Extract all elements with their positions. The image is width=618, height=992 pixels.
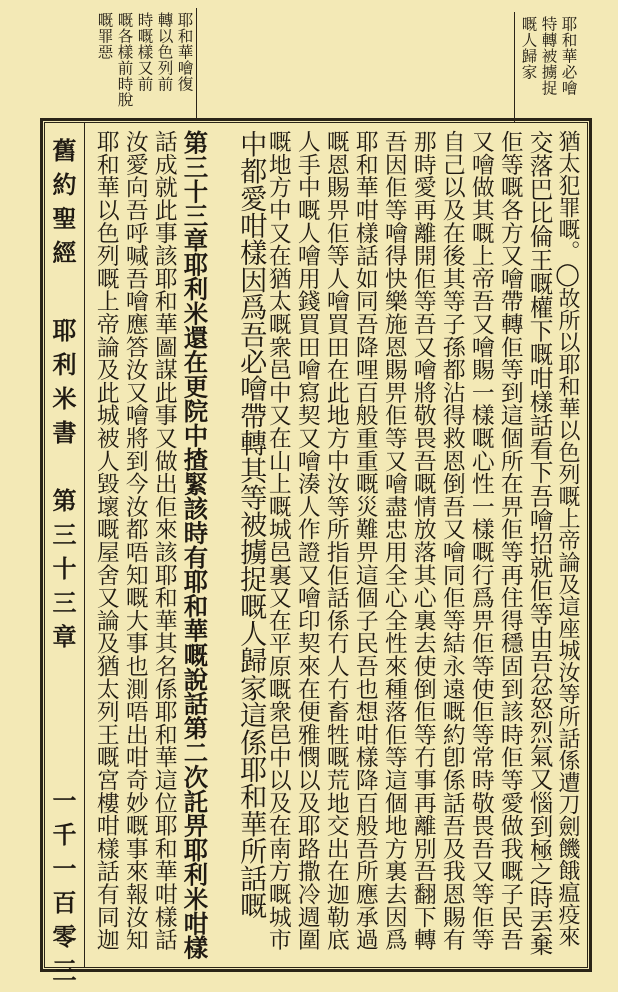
headnote-right-rule [514, 12, 515, 122]
text-column-11: 嘅地方中又在猶太嘅衆邑中又在山上嘅城邑裏又在平原嘅衆邑中以及在南方嘅城市 [264, 130, 291, 951]
text-column-13-chapter-start: 第三十三章耶利米還在更院中揸緊該時有耶和華嘅說話第二次託畀耶利米咁樣 [179, 130, 209, 960]
text-column-16: 耶和華以色列嘅上帝論及此城被人毀壞嘅屋舍又論及猶太列王嘅宮樓咁樣話有同迦 [92, 130, 119, 951]
text-column-3: 佢等嘅各方又噲帶轉佢等到這個所在畀佢等再住得穩固到該時佢等愛做我嘅子民吾 [496, 130, 523, 951]
text-column-10: 人手中嘅人噲用錢買田噲寫契又噲湊人作證又噲印契來在便雅憫以及耶路撒冷週圍 [293, 130, 320, 951]
text-column-4: 又噲做其嘅上帝吾又噲賜一樣嘅心性一樣嘅行爲畀佢等使佢等常時敬畏吾又等佢等 [467, 130, 494, 951]
text-column-8: 耶和華咁樣話如同吾降哩百般重重嘅災難畀這個子民吾也想咁樣降百般吾所應承過 [351, 130, 378, 951]
header-divider [84, 122, 85, 968]
text-column-12: 中都愛咁樣因爲吾必噲帶轉其等被擄捉嘅人歸家這係耶和華所話嘅 [235, 130, 267, 919]
headnote-mid-col3: 時嘅樣又前 [135, 12, 154, 92]
headnote-mid-col5: 嘅罪惡 [95, 12, 114, 60]
text-column-5: 自己以及在後其等子孫都沾得救恩倒吾又噲同佢等結永遠嘅約卽係話吾及我恩賜有 [438, 130, 465, 951]
chapter-label: 第三十三章 [48, 488, 77, 658]
text-column-9: 嘅恩賜畀佢等人噲買田在此地方中汝等所指佢話係冇人冇畜牲嘅荒地交出在迦勒底 [322, 130, 349, 951]
headnote-right-col1: 耶和華必噲 [559, 16, 578, 96]
headnote-right-col2: 特轉被擄捉 [539, 16, 558, 96]
text-column-14: 話成就此事該耶和華圖謀此事又做出佢來該耶和華其名係耶和華這位耶和華咁樣話 [150, 130, 177, 951]
text-column-6: 那時愛再離開佢等吾又噲將敬畏吾嘅情放落其心裏去使倒佢等冇事再離別吾翻下轉 [409, 130, 436, 951]
headnote-right-col3: 嘅人歸家 [519, 16, 538, 80]
text-column-15: 汝愛向吾呼喊吾噲應答汝又噲將到今汝都唔知嘅大事也測唔出咁奇妙嘅事來報汝知 [121, 130, 148, 951]
text-column-1: 猶太犯罪嘅。◯故所以耶和華以色列嘅上帝論及這座城汝等所話係遭刀劍饑餓瘟疫來 [555, 130, 580, 947]
text-column-7: 吾因佢等噲得快樂施恩賜畀佢等又噲盡忠用全心全性來種落佢等這個地方裏去因爲 [380, 130, 407, 951]
book-name: 耶利米書 [48, 318, 77, 454]
text-column-2: 交落巴比倫王嘅權下嘅咁樣話看下吾噲招就佢等由吾忿怒烈氣又惱到極之時丟棄 [525, 130, 554, 956]
page-number: 一千一百零三 [48, 788, 77, 992]
book-title: 舊約聖經 [48, 138, 77, 274]
headnote-mid-col1: 耶和華噲復 [175, 12, 194, 92]
headnote-mid-rule [196, 8, 197, 118]
headnote-mid-col2: 轉以色列前 [155, 12, 174, 92]
headnote-mid-col4: 嘅各樣前時脫 [115, 12, 134, 108]
